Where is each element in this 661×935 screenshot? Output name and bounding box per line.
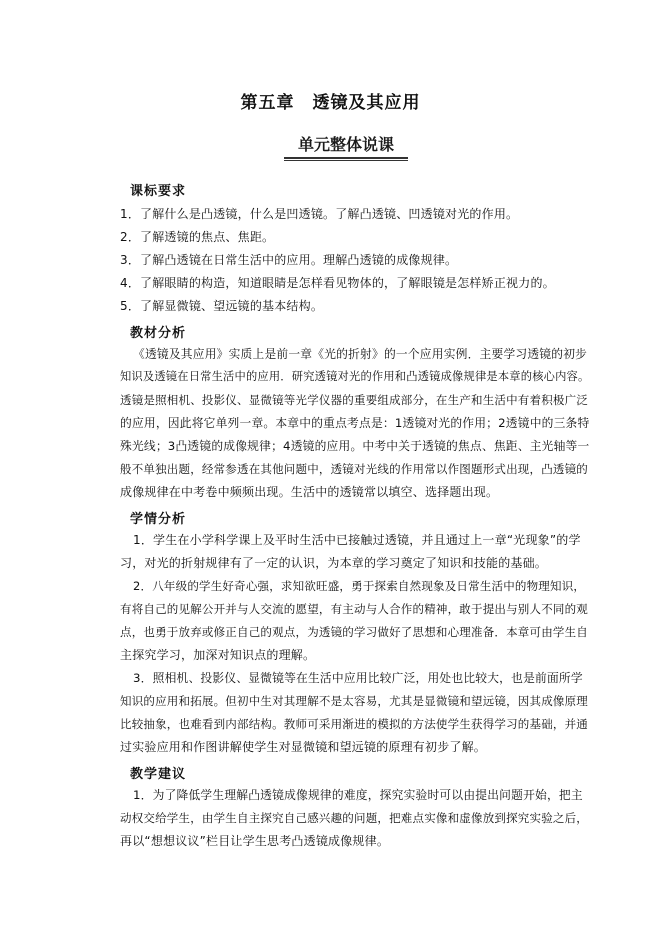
list-item: 4．了解眼睛的构造，知道眼睛是怎样看见物体的，了解眼镜是怎样矫正视力的。 (120, 276, 555, 290)
list-item: 3．了解凸透镜在日常生活中的应用。理解凸透镜的成像规律。 (120, 253, 458, 267)
paragraph-line: 知识及透镜在日常生活中的应用．研究透镜对光的作用和凸透镜成像规律是本章的核心内容。 (120, 370, 590, 383)
list-item: 1．了解什么是凸透镜，什么是凹透镜。了解凸透镜、凹透镜对光的作用。 (120, 207, 519, 221)
banner-underline-thin (284, 160, 408, 161)
paragraph-line: 成像规律在中考卷中频频出现。生活中的透镜常以填空、选择题出现。 (120, 485, 499, 499)
paragraph-line: 般不单独出题，经常参透在其他问题中，透镜对光线的作用常以作图题形式出现，凸透镜的 (120, 462, 588, 476)
paragraph-line: 《透镜及其应用》实质上是前一章《光的折射》的一个应用实例．主要学习透镜的初步 (133, 347, 588, 361)
paragraph-line: 点，也勇于放弃或修正自己的观点，为透镜的学习做好了思想和心理准备．本章可由学生自 (120, 625, 588, 639)
paragraph-line: 再以“想想议议”栏目让学生思考凸透镜成像规律。 (120, 834, 390, 848)
list-item: 5．了解显微镜、望远镜的基本结构。 (120, 299, 324, 313)
paragraph-line: 知识的应用和拓展。但初中生对其理解不是太容易，尤其是显微镜和望远镜，因其成像原理 (120, 694, 588, 708)
heading-suggestions: 教学建议 (130, 767, 187, 782)
paragraph-line: 过实验应用和作图讲解使学生对显微镜和望远镜的原理有初步了解。 (120, 740, 487, 754)
heading-curriculum: 课标要求 (130, 184, 187, 199)
paragraph-line: 1．为了降低学生理解凸透镜成像规律的难度，探究实验时可以由提出问题开始，把主 (133, 788, 583, 802)
paragraph-line: 比较抽象，也难看到内部结构。教师可采用渐进的模拟的方法使学生获得学习的基础，并通 (120, 717, 588, 731)
chapter-title: 第五章 透镜及其应用 (240, 93, 421, 113)
paragraph-line: 的应用，因此将它单列一章。本章中的重点考点是：1透镜对光的作用；2透镜中的三条特 (120, 416, 590, 430)
paragraph-line: 2．八年级的学生好奇心强，求知欲旺盛，勇于探索自然现象及日常生活中的物理知识， (133, 579, 586, 593)
list-item: 2．了解透镜的焦点、焦距。 (120, 230, 275, 244)
banner-label: 单元整体说课 (297, 135, 394, 154)
paragraph-line: 动权交给学生，由学生自主探究自己感兴趣的问题，把难点实像和虚像放到探究实验之后， (120, 811, 588, 825)
paragraph-line: 1．学生在小学科学课上及平时生活中已接触过透镜，并且通过上一章“光现象”的学 (133, 533, 581, 547)
heading-textbook: 教材分析 (130, 326, 187, 341)
paragraph-line: 3．照相机、投影仪、显微镜等在生活中应用比较广泛，用处也比较大，也是前面所学 (133, 671, 583, 685)
banner-underline (284, 157, 408, 159)
paragraph-line: 主探究学习，加深对知识点的理解。 (120, 648, 316, 662)
paragraph-line: 有将自己的见解公开并与人交流的愿望，有主动与人合作的精神，敢于提出与别人不同的观 (120, 602, 588, 616)
paragraph-line: 习，对光的折射规律有了一定的认识，为本章的学习奠定了知识和技能的基础。 (120, 556, 548, 570)
heading-students: 学情分析 (130, 512, 187, 527)
paragraph-line: 透镜是照相机、投影仪、显微镜等光学仪器的重要组成部分，在生产和生活中有着积极广泛 (120, 393, 588, 407)
paragraph-line: 殊光线；3凸透镜的成像规律；4透镜的应用。中考中关于透镜的焦点、焦距、主光轴等一 (120, 439, 590, 453)
section-banner (282, 133, 410, 161)
